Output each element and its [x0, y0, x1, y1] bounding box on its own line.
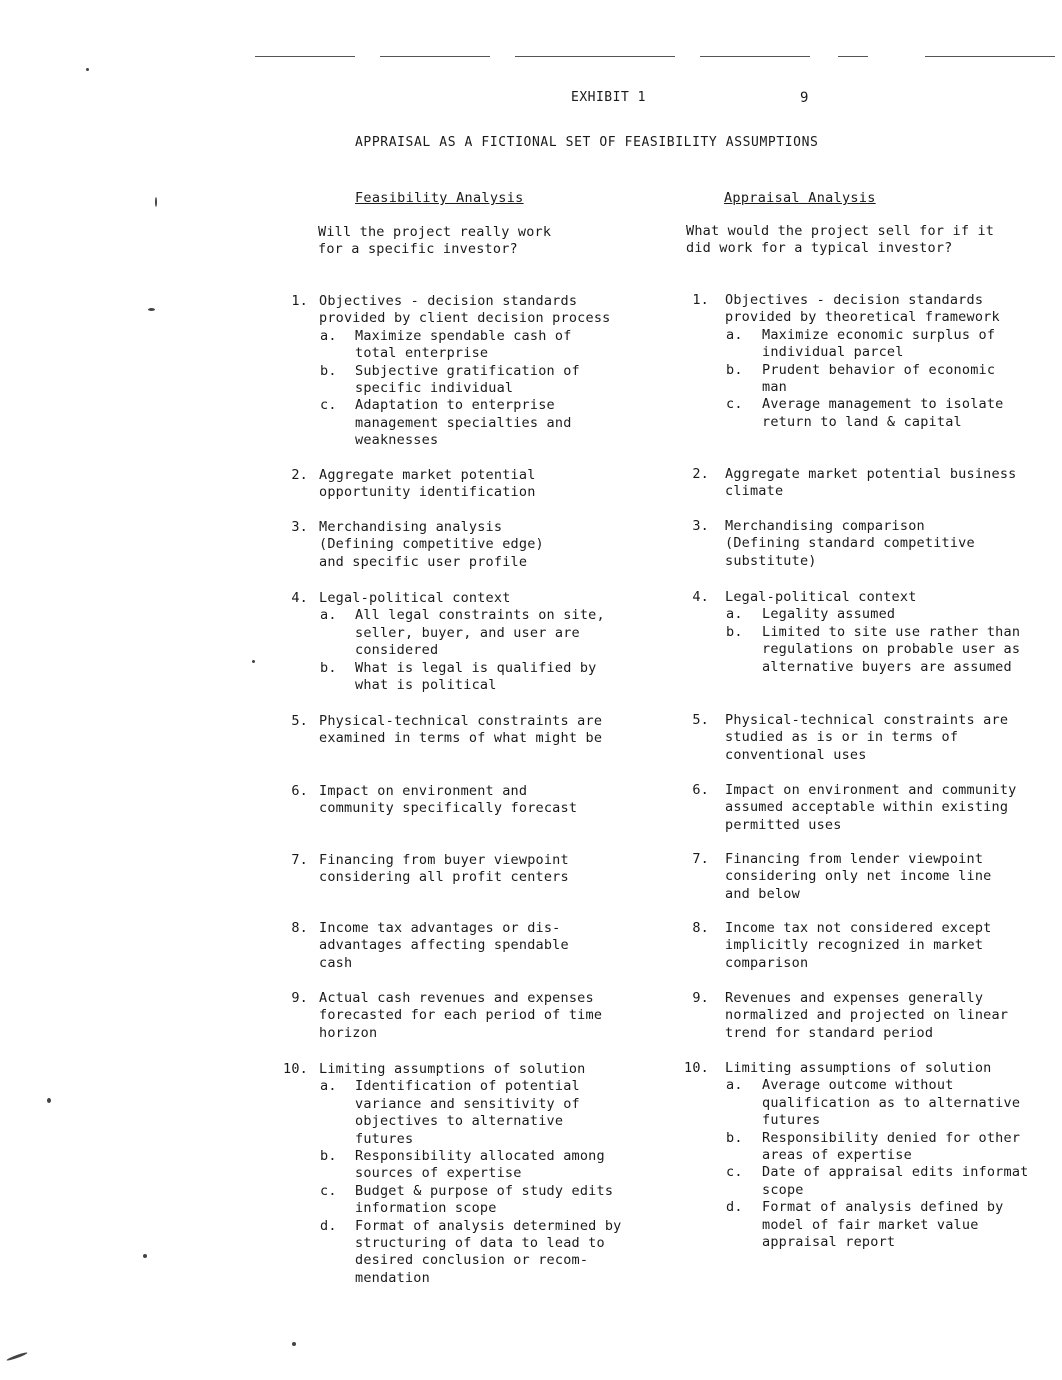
sub-item-text: Budget & purpose of study edits information scope: [355, 1182, 614, 1217]
scan-speck: [148, 308, 155, 311]
item-number: 8.: [692, 920, 709, 936]
scan-line: [925, 56, 1055, 58]
scan-speck: [252, 660, 255, 663]
item-number: 3.: [692, 518, 709, 534]
sub-item-text: Maximize spendable cash of total enterprise: [355, 327, 572, 362]
sub-item-letter: b.: [726, 361, 743, 378]
document-title: APPRAISAL AS A FICTIONAL SET OF FEASIBILITY ASSUMPTIONS: [355, 135, 819, 150]
scan-line: [700, 56, 810, 58]
sub-item-text: Responsibility allocated among sources of expertise: [355, 1148, 605, 1182]
scan-speck: [292, 1342, 296, 1346]
sub-item-letter: b.: [320, 362, 337, 379]
sub-item-text: What is legal is qualified by what is political: [355, 659, 597, 693]
item-number: 7.: [692, 851, 709, 867]
sub-item-text: Subjective gratification of specific individual: [355, 362, 580, 396]
sub-item-letter: c.: [726, 1164, 743, 1181]
item-number: 9.: [291, 990, 308, 1006]
item-number: 7.: [291, 852, 308, 868]
sub-item-text: Average outcome without qualification as to alternative futures: [762, 1077, 1021, 1129]
item-text: Physical-technical constraints are studied as is or in terms of conventional uses: [725, 712, 1009, 763]
sub-item-text: Average management to isolate return to land & capital: [762, 396, 1004, 430]
left-column-heading: Feasibility Analysis: [355, 190, 524, 206]
sub-item-letter: a.: [320, 1078, 337, 1095]
scan-speck: [6, 1351, 28, 1361]
right-column-heading: Appraisal Analysis: [724, 190, 876, 206]
item-text: Aggregate market potential business climate: [725, 466, 1017, 500]
item-number: 4.: [692, 589, 709, 605]
item-text: Financing from lender viewpoint considering only net income line and below: [725, 851, 992, 902]
item-number: 8.: [291, 920, 308, 936]
sub-item-letter: c.: [726, 396, 743, 413]
right-column-question: What would the project sell for if it did work for a typical investor?: [686, 223, 995, 256]
sub-item-letter: c.: [320, 397, 337, 414]
sub-item-letter: a.: [726, 1077, 743, 1094]
scan-line: [380, 56, 490, 58]
item-text: Actual cash revenues and expenses forecasted for each period of time horizon: [319, 990, 603, 1041]
sub-item-text: Maximize economic surplus of individual parcel: [762, 326, 996, 361]
item-number: 6.: [692, 782, 709, 798]
sub-item-text: All legal constraints on site, seller, buyer, and user are considered: [355, 607, 605, 659]
item-text: Merchandising analysis (Defining competitive edge) and specific user profile: [319, 519, 544, 570]
item-text: Legal-political context: [319, 590, 511, 606]
item-number: 10.: [684, 1060, 709, 1076]
sub-item-letter: b.: [726, 623, 743, 640]
sub-item-text: Responsibility denied for other areas of expertise: [762, 1129, 1021, 1163]
item-text: Limiting assumptions of solution: [725, 1060, 992, 1076]
item-number: 10.: [283, 1061, 308, 1077]
scan-line: [838, 56, 868, 58]
scan-line: [515, 56, 675, 58]
sub-item-letter: b.: [320, 1148, 337, 1164]
scan-speck: [86, 68, 89, 71]
item-text: Legal-political context: [725, 589, 917, 605]
sub-item-letter: b.: [320, 659, 337, 676]
scan-speck: [47, 1098, 51, 1103]
item-number: 2.: [291, 467, 308, 483]
sub-item-text: Prudent behavior of economic man: [762, 361, 996, 395]
item-text: Limiting assumptions of solution: [319, 1061, 586, 1077]
page-number: 9: [800, 90, 809, 106]
scan-speck: [155, 197, 157, 207]
item-number: 1.: [692, 292, 709, 308]
item-number: 9.: [692, 990, 709, 1006]
item-text: Income tax not considered except implicitly recognized in market comparison: [725, 920, 992, 971]
sub-item-letter: b.: [726, 1129, 743, 1146]
item-number: 1.: [291, 293, 308, 309]
sub-item-letter: a.: [726, 606, 743, 623]
item-text: Financing from buyer viewpoint considering all profit centers: [319, 852, 569, 886]
sub-item-text: Legality assumed: [762, 606, 896, 623]
item-number: 5.: [692, 712, 709, 728]
scan-speck: [143, 1254, 147, 1258]
item-text: Income tax advantages or dis- advantages affecting spendable cash: [319, 920, 569, 971]
item-number: 5.: [291, 713, 308, 729]
exhibit-label: EXHIBIT 1: [571, 90, 646, 105]
sub-item-letter: a.: [320, 607, 337, 624]
item-text: Impact on environment and community assumed acceptable within existing permitted uses: [725, 782, 1017, 833]
sub-item-text: Format of analysis determined by structuring of data to lead to desired conclusion or recom- mendation: [355, 1217, 622, 1286]
item-text: Objectives - decision standards provided by theoretical framework: [725, 292, 1000, 326]
item-number: 2.: [692, 466, 709, 482]
sub-item-text: Limited to site use rather than regulations on probable user as alternative buyers are assumed: [762, 623, 1021, 675]
item-text: Physical-technical constraints are examined in terms of what might be: [319, 713, 603, 747]
item-number: 3.: [291, 519, 308, 535]
item-text: Objectives - decision standards provided by client decision process: [319, 293, 611, 327]
sub-item-letter: a.: [726, 326, 743, 343]
sub-item-text: Format of analysis defined by model of fair market value appraisal report: [762, 1199, 1004, 1250]
sub-item-letter: a.: [320, 327, 337, 344]
item-text: Revenues and expenses generally normalized and projected on linear trend for standard period: [725, 990, 1009, 1041]
sub-item-letter: d.: [726, 1199, 743, 1216]
item-text: Aggregate market potential opportunity identification: [319, 467, 536, 501]
item-number: 6.: [291, 783, 308, 799]
sub-item-letter: d.: [320, 1217, 337, 1234]
sub-item-text: Date of appraisal edits informat scope: [762, 1164, 1029, 1198]
sub-item-text: Identification of potential variance and sensitivity of objectives to alternative futures: [355, 1078, 580, 1147]
sub-item-letter: c.: [320, 1182, 337, 1199]
sub-item-text: Adaptation to enterprise management specialties and weaknesses: [355, 397, 572, 449]
scan-line: [255, 56, 355, 58]
item-text: Impact on environment and community specifically forecast: [319, 783, 578, 817]
left-column-question: Will the project really work for a specific investor?: [318, 224, 552, 257]
item-text: Merchandising comparison (Defining standard competitive substitute): [725, 518, 975, 569]
item-number: 4.: [291, 590, 308, 606]
